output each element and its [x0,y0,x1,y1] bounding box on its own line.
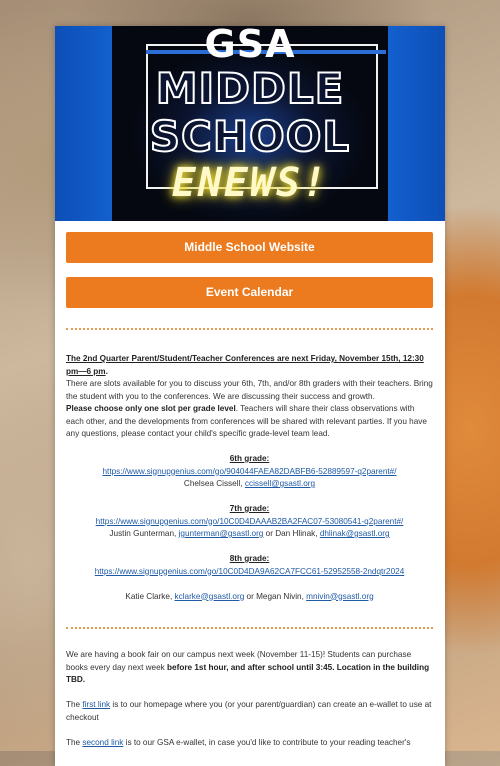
grade-label: 8th grade: [229,554,270,563]
newsletter-card [55,26,445,766]
second-link[interactable]: second link [82,737,124,747]
section-divider [66,627,433,629]
banner-artwork [112,26,388,221]
grade-block-7th: 7th grade: https://www.signupgenius.com/go/10C0D4DAAAB2BA2FAC07-53080541-q2parent#/ Justin Gunterman, jgunterman@gsastl.org or Dan Hlinak, dhlinak@gsastl.org [95,504,404,538]
email-link[interactable]: jgunterman@gsastl.org [178,529,264,538]
header-banner [55,26,445,221]
email-link[interactable]: dhlinak@gsastl.org [319,529,390,538]
email-link[interactable]: kclarke@gsastl.org [174,591,245,601]
bookfair-section [66,649,433,749]
grade-block-8th: 8th grade: https://www.signupgenius.com/go/10C0D4DA9A62CA7FCC61-52952558-2ndqtr2024 Katie Clarke, kclarke@gsastl.org or Megan Nivin, mnivin@gsastl.org [94,554,405,601]
conferences-section [66,353,433,603]
grade-block-6th: 6th grade: https://www.signupgenius.com/go/904044FAEA82DABFB6-52889597-q2parent#/ Chelsea Cissell, ccissell@gsastl.org [102,454,397,488]
conferences-instructions: Please choose only one slot per grade level. Teachers will share their class observations with each other, and the developments from conferences will be shared with relevant parties. If you have any questions, please contact your child's specific grade-level team lead. [66,404,427,438]
banner-title-enews: ENEWS! [171,160,329,206]
section-divider [66,328,433,330]
bookfair-second-link-text: The second link is to our GSA e-wallet, in case you'd like to contribute to your reading teacher's [66,737,411,747]
signup-link-7th[interactable]: https://www.signupgenius.com/go/10C0D4DAAAB2BA2FAC07-53080541-q2parent#/ [95,516,404,526]
first-link[interactable]: first link [82,700,111,709]
event-calendar-button[interactable]: Event Calendar [66,277,433,308]
banner-title-middle: MIDDLE [155,64,345,113]
email-link[interactable]: ccissell@gsastl.org [244,479,316,488]
banner-title-gsa: GSA [204,26,296,66]
signup-link-8th[interactable]: https://www.signupgenius.com/go/10C0D4DA9A62CA7FCC61-52952558-2ndqtr2024 [94,566,405,576]
bookfair-first-link-text: The first link is to our homepage where you (or your parent/guardian) can create an e-wallet to use at checkout [66,700,432,722]
bookfair-announcement: We are having a book fair on our campus next week (November 11-15)! Students can purchase books every day next week before 1st hour, and after school until 3:45. Location in the building TBD. [66,650,430,684]
grade-label: 6th grade: [229,454,270,463]
banner-title-school: SCHOOL [149,112,351,161]
conferences-intro: There are slots available for you to discuss your 6th, 7th, and/or 8th graders with their teachers. Bring the student with you to the conferences. We are discussing their success and growth. [66,379,433,401]
middle-school-website-button[interactable]: Middle School Website [66,232,433,263]
signup-link-6th[interactable]: https://www.signupgenius.com/go/904044FAEA82DABFB6-52889597-q2parent#/ [102,466,397,476]
email-link[interactable]: mnivin@gsastl.org [306,591,374,601]
grade-label: 7th grade: [229,504,270,513]
conferences-heading: The 2nd Quarter Parent/Student/Teacher Conferences are next Friday, November 15th, 12:30 pm—6 pm. [66,354,424,376]
